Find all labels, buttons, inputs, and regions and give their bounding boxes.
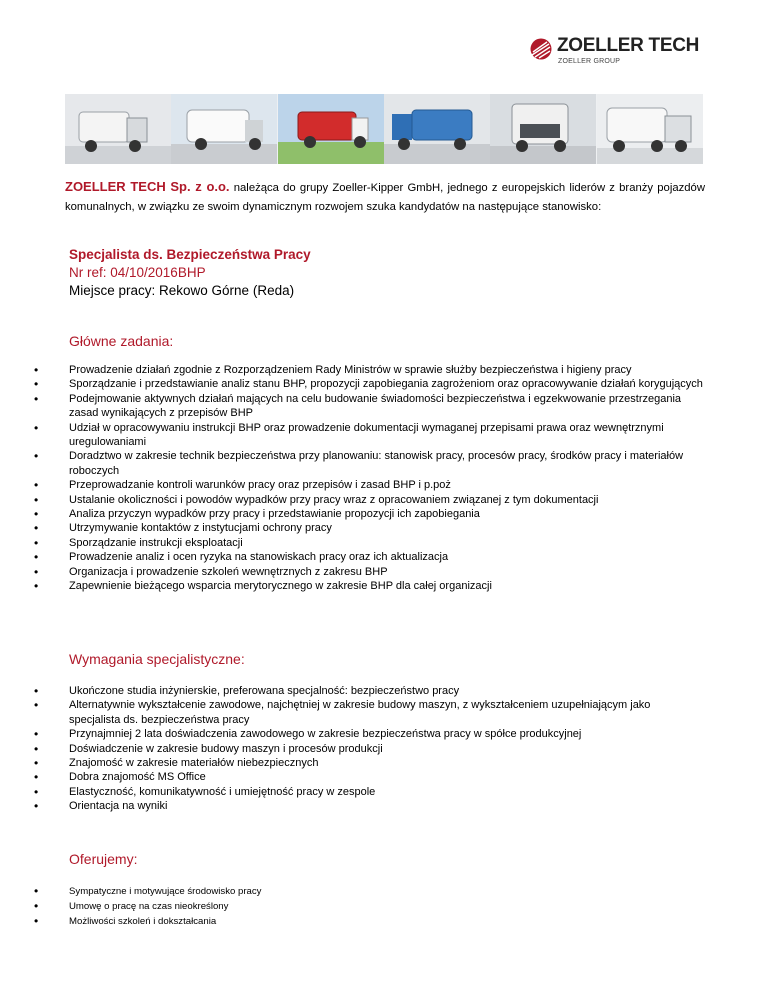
truck-image [65,94,171,164]
list-item: • Udział w opracowywaniu instrukcji BHP oraz prowadzenie dokumentacji wymaganej przepisami prawa oraz wewnętrznymi uregulowaniami [34,421,704,450]
list-item: • Orientacja na wyniki [34,799,704,813]
requirements-list [34,684,704,814]
list-item: • Przeprowadzanie kontroli warunków pracy oraz przepisów i zasad BHP i p.poż [34,478,704,492]
company-logo [530,36,705,68]
intro-paragraph [65,177,705,217]
section-heading-tasks: Główne zadania: [69,333,174,349]
list-item: • Znajomość w zakresie materiałów niebezpiecznych [34,756,704,770]
list-item: • Organizacja i prowadzenie szkoleń wewnętrznych z zakresu BHP [34,565,704,579]
list-item: • Doradztwo w zakresie technik bezpieczeństwa przy planowaniu: stanowisk pracy, procesów pracy, środków pracy i materiałów roboczych [34,449,704,478]
list-item: • Doświadczenie w zakresie budowy maszyn i procesów produkcji [34,742,704,756]
list-item: • Analiza przyczyn wypadków przy pracy i przedstawianie propozycji ich zapobiegania [34,507,704,521]
section-heading-requirements: Wymagania specjalistyczne: [69,651,245,667]
list-item: • Ukończone studia inżynierskie, preferowana specjalność: bezpieczeństwo pracy [34,684,704,698]
zoeller-logo-icon [530,38,552,60]
section-heading-offer: Oferujemy: [69,851,138,867]
list-item: • Alternatywnie wykształcenie zawodowe, najchętniej w zakresie budowy maszyn, z wykształceniem uzupełniającym jako specjalista ds. bezpieczeństwa pracy [34,698,704,727]
offer-list [34,884,704,929]
list-item: • Sympatyczne i motywujące środowisko pracy [34,884,704,899]
list-item: • Podejmowanie aktywnych działań mających na celu budowanie świadomości bezpieczeństwa i egzekwowanie przestrzegania zasad wynikających z przepisów BHP [34,392,704,421]
list-item: • Możliwości szkoleń i dokształcania [34,914,704,929]
list-item: • Dobra znajomość MS Office [34,770,704,784]
truck-image [171,94,277,164]
list-item: • Prowadzenie działań zgodnie z Rozporządzeniem Rady Ministrów w sprawie służby bezpieczeństwa i higieny pracy [34,363,704,377]
truck-image [384,94,490,164]
company-name: ZOELLER TECH Sp. z o.o. [65,179,230,194]
truck-image [278,94,384,164]
list-item: • Sporządzanie instrukcji eksploatacji [34,536,704,550]
list-item: • Elastyczność, komunikatywność i umiejętność pracy w zespole [34,785,704,799]
job-header [69,246,311,300]
intro-text: należąca do grupy Zoeller-Kipper GmbH, jednego z europejskich liderów z branży pojazdów komunalnych, w związku ze swoim dynamicznym rozwojem szuka kandydatów na następujące stanowisko: [65,182,705,213]
list-item: • Przynajmniej 2 lata doświadczenia zawodowego w zakresie bezpieczeństwa pracy w spółce produkcyjnej [34,727,704,741]
logo-name: ZOELLER TECH [557,35,700,56]
logo-group: ZOELLER GROUP [558,58,621,65]
list-item: • Sporządzanie i przedstawianie analiz stanu BHP, propozycji zapobiegania zagrożeniom oraz opracowywanie działań korygujących [34,377,704,391]
list-item: • Prowadzenie analiz i ocen ryzyka na stanowiskach pracy oraz ich aktualizacja [34,550,704,564]
tasks-list [34,363,704,594]
truck-banner [65,94,703,164]
list-item: • Utrzymywanie kontaktów z instytucjami ochrony pracy [34,521,704,535]
job-title: Specjalista ds. Bezpieczeństwa Pracy [69,247,311,262]
truck-image [597,94,703,164]
list-item: • Zapewnienie bieżącego wsparcia merytorycznego w zakresie BHP dla całej organizacji [34,579,704,593]
truck-image [490,94,596,164]
list-item: • Ustalanie okoliczności i powodów wypadków przy pracy wraz z opracowaniem związanej z tym dokumentacji [34,493,704,507]
job-ref: Nr ref: 04/10/2016BHP [69,265,206,280]
list-item: • Umowę o pracę na czas nieokreślony [34,899,704,914]
job-location: Miejsce pracy: Rekowo Górne (Reda) [69,283,295,298]
